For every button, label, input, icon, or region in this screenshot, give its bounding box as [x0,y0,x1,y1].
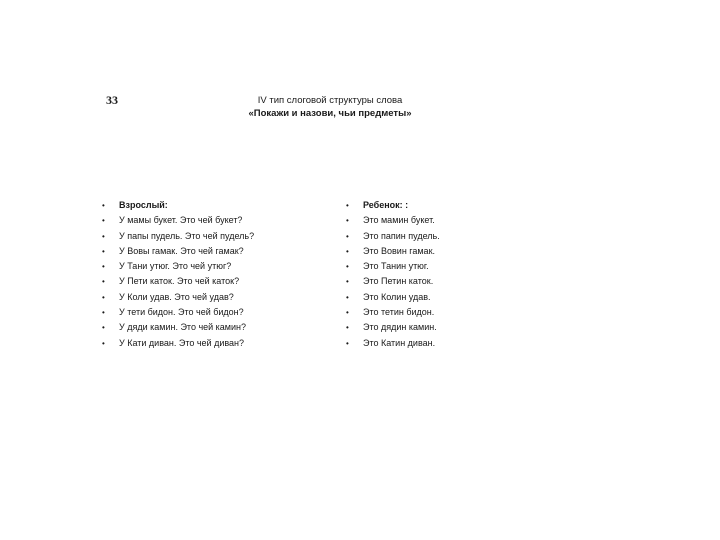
list-item-text: У Кати диван. Это чей диван? [119,337,245,348]
list-item [102,336,332,351]
bullet-icon: • [102,292,105,302]
bullet-icon: • [346,231,349,241]
list-item-text: У Пети каток. Это чей каток? [119,276,240,287]
bullet-icon: • [102,216,105,226]
list-item [102,259,332,274]
list-item-text: У Коли удав. Это чей удав? [119,291,234,302]
bullet-icon: • [346,323,349,333]
list-item [346,244,576,259]
list-item-text: У папы пудель. Это чей пудель? [119,230,255,241]
bullet-icon: • [346,201,349,210]
list-item [102,244,332,259]
list-item-text: Это Танин утюг. [363,261,429,272]
list-item-text: Это папин пудель. [363,230,440,241]
list-item [102,305,332,320]
list-item [102,274,332,289]
list-item-text: У мамы букет. Это чей букет? [119,215,243,226]
list-item [346,259,576,274]
bullet-icon: • [102,201,105,210]
list-item-text: Это мамин букет. [363,215,435,226]
bullet-icon: • [346,246,349,256]
bullet-icon: • [102,338,105,348]
list-item [346,305,576,320]
list-item-text: У тети бидон. Это чей бидон? [119,307,244,318]
list-item [102,290,332,305]
heading-title: IV тип слоговой структуры слова [257,95,403,106]
bullet-icon: • [346,262,349,272]
heading-subtitle: «Покажи и назови, чьи предметы» [248,108,412,119]
list-item [346,290,576,305]
list-item-text: У дяди камин. Это чей камин? [119,322,246,333]
bullet-icon: • [102,323,105,333]
list-item-text: Это тетин бидон. [363,307,435,318]
list-item [102,320,332,335]
list-item-text: У Тани утюг. Это чей утюг? [119,261,232,272]
list-item [346,336,576,351]
list-item [346,213,576,228]
adult-phrases-list [102,198,332,351]
bullet-icon: • [346,277,349,287]
list-item-text: У Вовы гамак. Это чей гамак? [119,245,244,256]
list-item-text: Это Петин каток. [363,276,434,287]
list-item [346,198,576,213]
list-item-text: Взрослый: [119,200,168,210]
bullet-icon: • [102,246,105,256]
list-item-text: Это Колин удав. [363,291,431,302]
bullet-icon: • [102,308,105,318]
bullet-icon: • [102,277,105,287]
list-item [346,320,576,335]
list-item [102,213,332,228]
bullet-icon: • [346,338,349,348]
list-item [346,229,576,244]
bullet-icon: • [346,308,349,318]
bullet-icon: • [102,231,105,241]
page-number: 33 [106,93,118,107]
list-item-text: Ребенок: : [363,200,409,210]
child-answers-list [346,198,576,351]
bullet-icon: • [346,216,349,226]
list-item-text: Это Вовин гамак. [363,245,436,256]
list-item-text: Это Катин диван. [363,337,436,348]
list-item [346,274,576,289]
list-item-text: Это дядин камин. [363,322,437,333]
bullet-icon: • [346,292,349,302]
bullet-icon: • [102,262,105,272]
list-item [102,198,332,213]
slide-heading [210,94,450,120]
list-item [102,229,332,244]
